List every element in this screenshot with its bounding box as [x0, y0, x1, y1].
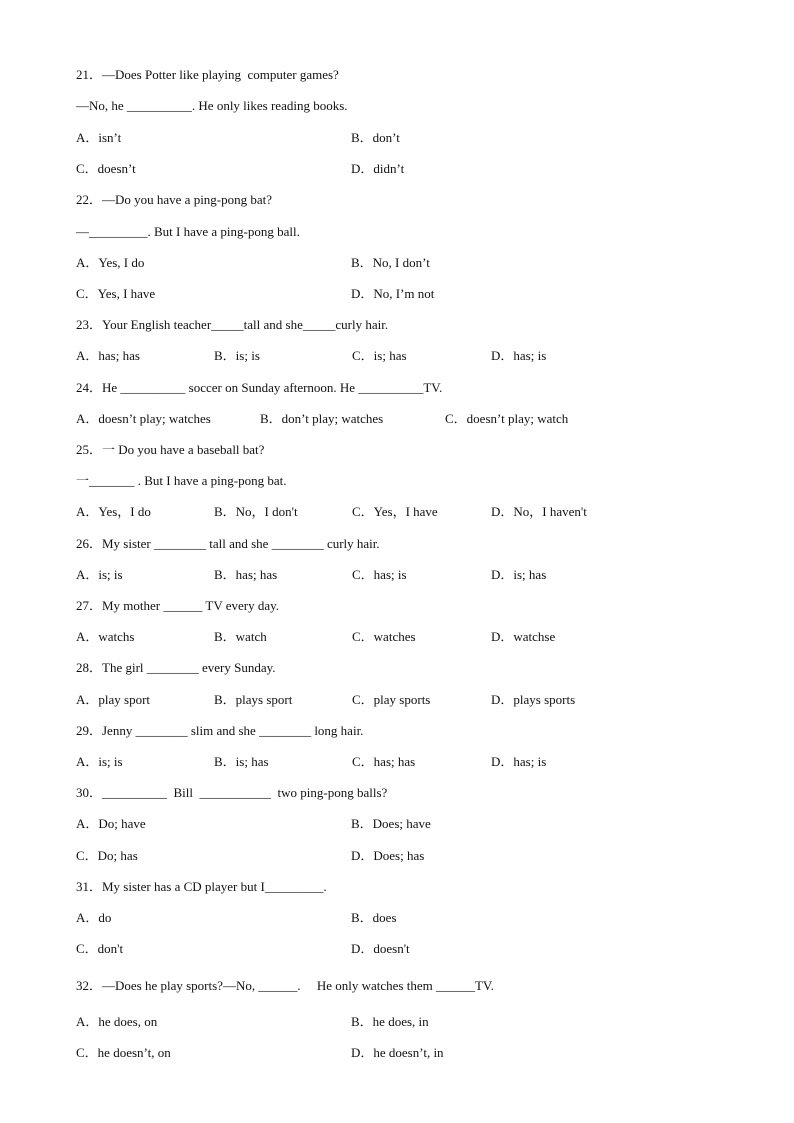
question-22-option-a: A．Yes, I do	[76, 255, 145, 270]
question-21-option-c: C．doesn’t	[76, 161, 136, 176]
question-29-option-d: D．has; is	[491, 754, 547, 769]
question-21-option-a: A．isn’t	[76, 130, 122, 145]
question-23-option-a: A．has; has	[76, 348, 140, 363]
question-32-option-d: D．he doesn’t, in	[351, 1045, 444, 1060]
question-27-option-a: A．watchs	[76, 629, 135, 644]
question-23-option-d: D．has; is	[491, 348, 547, 363]
question-32-option-c: C．he doesn’t, on	[76, 1045, 171, 1060]
question-30-option-d: D．Does; has	[351, 848, 425, 863]
question-31-option-c: C．don't	[76, 941, 124, 956]
question-29-stem: 29．Jenny ________ slim and she ________ long hair.	[76, 723, 364, 738]
question-28-option-a: A．play sport	[76, 692, 151, 707]
question-30-stem: 30．__________ Bill ___________ two ping-pong balls?	[76, 785, 388, 800]
question-23-stem: 23．Your English teacher_____tall and she_____curly hair.	[76, 317, 389, 332]
question-26-option-b: B．has; has	[214, 567, 278, 582]
question-24-option-c: C．doesn’t play; watch	[445, 411, 569, 426]
question-21-stem: 21．—Does Potter like playing computer games?	[76, 67, 339, 82]
question-24-stem: 24．He __________ soccer on Sunday afternoon. He __________TV.	[76, 380, 443, 395]
question-22-answer-line: —_________. But I have a ping-pong ball.	[76, 224, 300, 239]
question-25-option-a: A．Yes，I do	[76, 504, 151, 519]
question-24-option-b: B．don’t play; watches	[260, 411, 384, 426]
question-31-option-a: A．do	[76, 910, 112, 925]
question-31-option-d: D．doesn't	[351, 941, 410, 956]
question-32-option-b: B．he does, in	[351, 1014, 429, 1029]
question-22-option-b: B．No, I don’t	[351, 255, 430, 270]
question-31-option-b: B．does	[351, 910, 397, 925]
question-26-option-d: D．is; has	[491, 567, 547, 582]
question-21-option-d: D．didn’t	[351, 161, 405, 176]
question-25-answer-line: 一_______ . But I have a ping-pong bat.	[76, 473, 287, 488]
question-29-option-b: B．is; has	[214, 754, 269, 769]
question-21-option-b: B．don’t	[351, 130, 400, 145]
question-21-answer-line: —No, he __________. He only likes reading books.	[76, 98, 348, 113]
question-28-option-d: D．plays sports	[491, 692, 576, 707]
question-32-stem: 32．—Does he play sports?—No, ______. He only watches them ______TV.	[76, 978, 494, 993]
question-23-option-b: B．is; is	[214, 348, 260, 363]
question-30-option-c: C．Do; has	[76, 848, 138, 863]
question-26-option-c: C．has; is	[352, 567, 407, 582]
question-31-stem: 31．My sister has a CD player but I_________.	[76, 879, 327, 894]
question-30-option-b: B．Does; have	[351, 816, 431, 831]
question-25-stem: 25．一 Do you have a baseball bat?	[76, 442, 265, 457]
question-26-option-a: A．is; is	[76, 567, 123, 582]
question-27-stem: 27．My mother ______ TV every day.	[76, 598, 280, 613]
question-26-stem: 26．My sister ________ tall and she ________ curly hair.	[76, 536, 380, 551]
question-30-option-a: A．Do; have	[76, 816, 146, 831]
question-25-option-c: C．Yes，I have	[352, 504, 438, 519]
question-24-option-a: A．doesn’t play; watches	[76, 411, 211, 426]
question-25-option-d: D．No，I haven't	[491, 504, 587, 519]
question-28-option-c: C．play sports	[352, 692, 431, 707]
question-27-option-b: B．watch	[214, 629, 267, 644]
question-29-option-c: C．has; has	[352, 754, 416, 769]
question-28-option-b: B．plays sport	[214, 692, 293, 707]
question-22-stem: 22．—Do you have a ping-pong bat?	[76, 192, 273, 207]
question-27-option-d: D．watchse	[491, 629, 556, 644]
question-22-option-d: D．No, I’m not	[351, 286, 435, 301]
question-27-option-c: C．watches	[352, 629, 416, 644]
question-22-option-c: C．Yes, I have	[76, 286, 156, 301]
question-29-option-a: A．is; is	[76, 754, 123, 769]
question-23-option-c: C．is; has	[352, 348, 407, 363]
question-32-option-a: A．he does, on	[76, 1014, 158, 1029]
question-28-stem: 28．The girl ________ every Sunday.	[76, 660, 276, 675]
question-25-option-b: B．No，I don't	[214, 504, 298, 519]
